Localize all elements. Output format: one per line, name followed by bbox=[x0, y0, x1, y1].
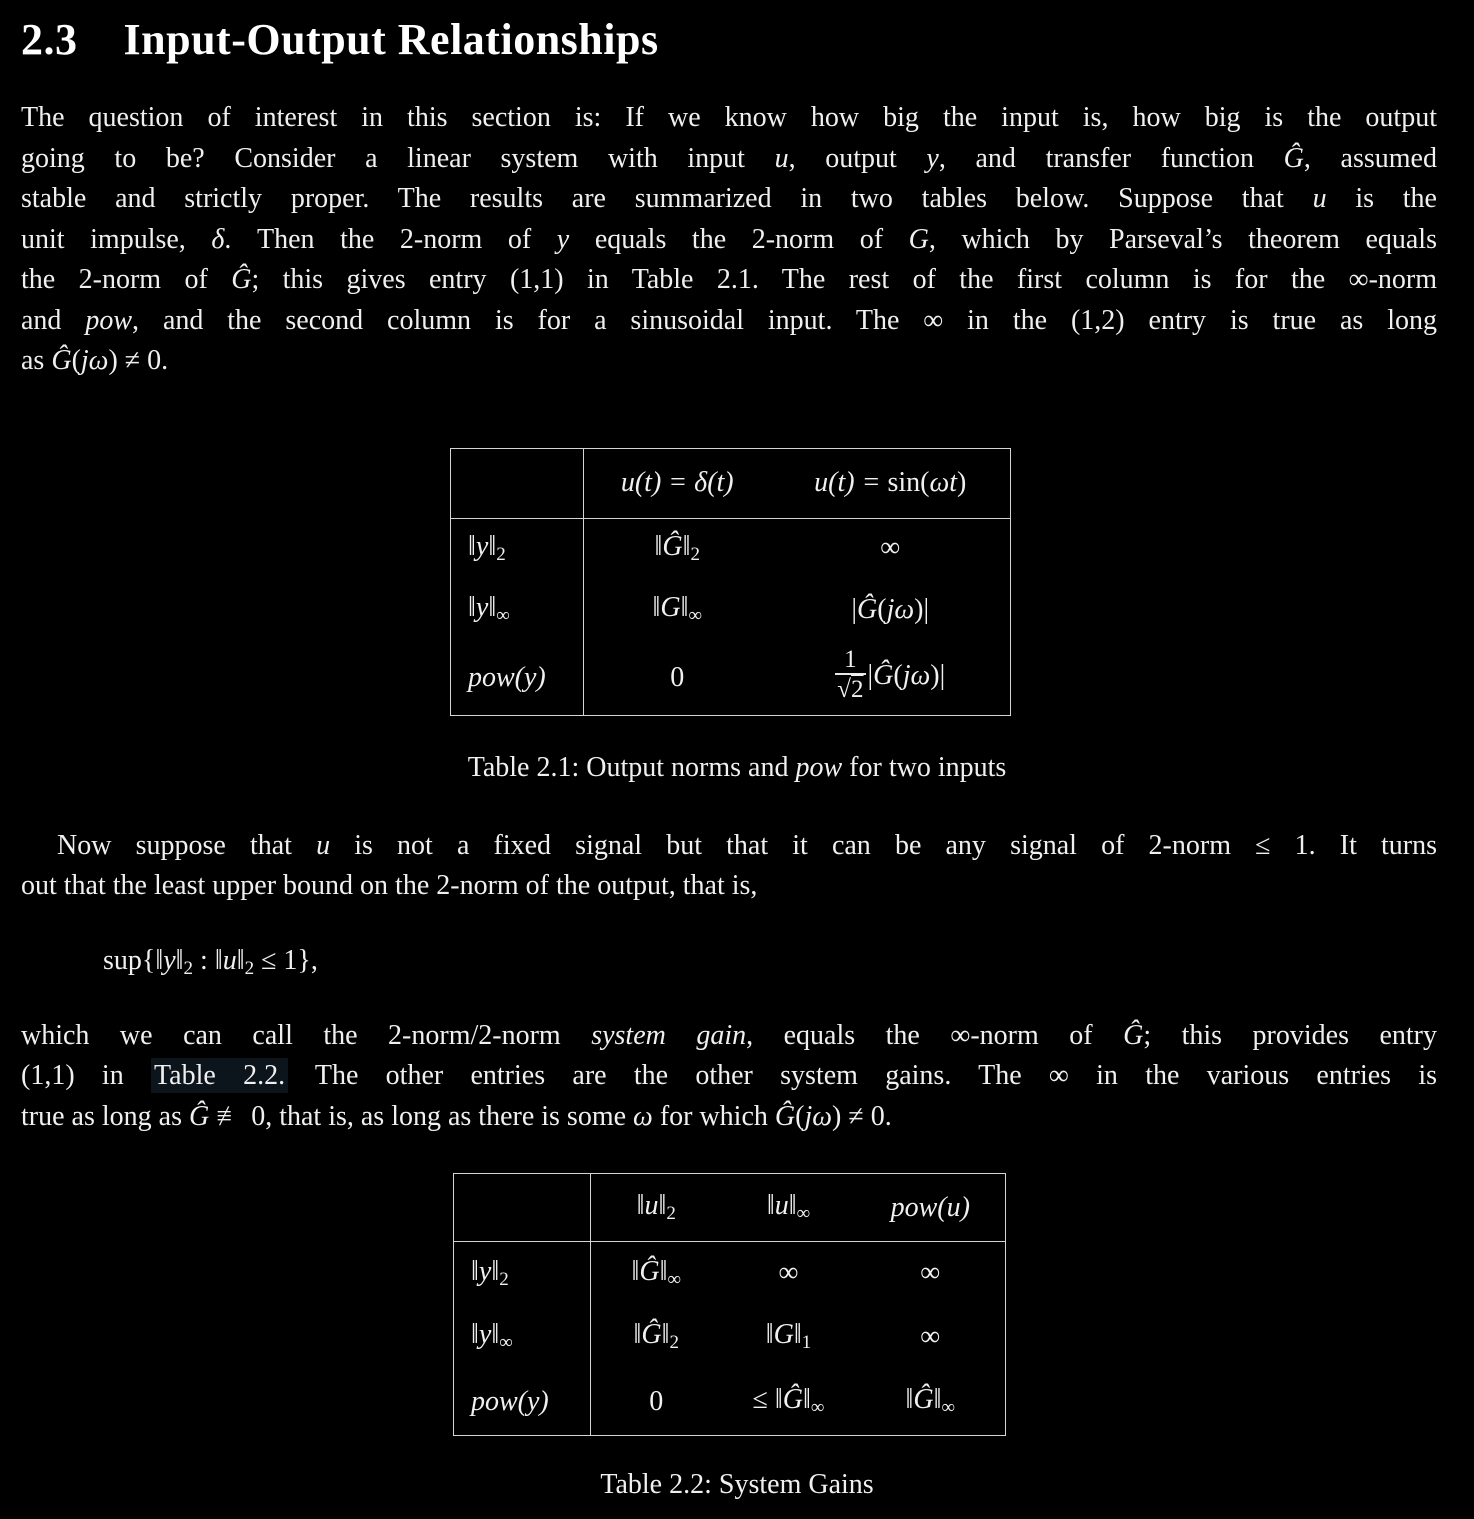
text-segment: ( bbox=[877, 593, 887, 625]
text-segment: y bbox=[163, 944, 176, 976]
text-line bbox=[21, 98, 1437, 139]
text-segment: G bbox=[660, 592, 681, 623]
text-segment: 2 bbox=[183, 957, 194, 979]
text-segment: Ĝ bbox=[913, 1384, 934, 1416]
text-segment: ‖ bbox=[905, 1384, 914, 1416]
text-segment: ‖ bbox=[491, 1255, 500, 1287]
text-segment: sin( bbox=[887, 467, 930, 498]
table-cell bbox=[856, 1369, 1006, 1436]
text-segment: ‖ bbox=[803, 1384, 811, 1416]
table-2-1-caption bbox=[0, 752, 1474, 784]
text-segment: for two inputs bbox=[842, 751, 1007, 783]
text-segment: ‖ bbox=[788, 1190, 797, 1221]
text-segment: 0 bbox=[670, 661, 685, 693]
text-segment: ) ≠ 0. bbox=[832, 1100, 892, 1132]
text-segment: Ĝ bbox=[1123, 1019, 1144, 1051]
text-segment: ‖ bbox=[471, 1319, 479, 1350]
column-header bbox=[722, 1174, 856, 1242]
text-segment: which we can call the 2-norm/2-norm bbox=[21, 1019, 592, 1051]
text-segment: ‖ bbox=[236, 944, 245, 976]
section-heading bbox=[0, 0, 1474, 64]
text-segment: ‖ bbox=[468, 592, 476, 623]
text-segment: unit impulse, bbox=[21, 223, 212, 255]
column-header bbox=[584, 448, 771, 518]
text-segment: y bbox=[475, 530, 489, 562]
text-segment: , which by Parseval’s theorem equals bbox=[928, 223, 1437, 255]
table-corner-cell bbox=[454, 1174, 591, 1242]
text-segment: ∞ bbox=[667, 1268, 682, 1290]
column-header bbox=[856, 1174, 1006, 1242]
text-segment: Ĝ bbox=[873, 660, 894, 692]
text-segment: ‖ bbox=[793, 1319, 802, 1350]
text-segment: u bbox=[774, 1190, 789, 1221]
text-segment: ‖ bbox=[661, 1319, 670, 1350]
text-segment: 2 bbox=[496, 543, 506, 565]
table-cell bbox=[722, 1242, 856, 1305]
text-segment: )| bbox=[914, 593, 930, 625]
text-segment: jω bbox=[804, 1100, 833, 1132]
text-segment: ‖ bbox=[654, 530, 663, 562]
table-cell bbox=[584, 518, 771, 578]
text-segment: Ĝ bbox=[1283, 142, 1304, 174]
text-segment: ) bbox=[957, 467, 967, 498]
text-line bbox=[21, 1016, 1437, 1057]
table-2-2-figure bbox=[0, 1173, 1474, 1436]
paragraph-now-suppose bbox=[0, 826, 1474, 907]
text-segment: ( bbox=[71, 345, 81, 376]
text-segment: , and the second column is for a sinusoidal input. The ∞ in the (1,2) entry is true as long bbox=[132, 304, 1437, 336]
text-segment: and bbox=[21, 304, 86, 336]
text-segment: | bbox=[867, 660, 874, 692]
row-label bbox=[454, 1305, 591, 1369]
text-segment: going to be? Consider a linear system with input bbox=[21, 142, 775, 174]
text-segment: Ĝ bbox=[857, 593, 878, 625]
table-cell bbox=[591, 1369, 722, 1436]
text-segment: ∞ bbox=[810, 1397, 825, 1419]
text-line bbox=[21, 260, 1437, 301]
text-segment: ‖ bbox=[766, 1190, 775, 1221]
table-cell bbox=[771, 578, 1011, 641]
text-segment: ‖ bbox=[636, 1190, 645, 1221]
text-segment: Ĝ bbox=[782, 1384, 804, 1416]
text-segment: Ĝ bbox=[188, 1100, 210, 1132]
text-segment: ‖ bbox=[468, 530, 476, 562]
text-segment: ωt bbox=[929, 467, 958, 498]
text-segment: ∞ bbox=[941, 1397, 956, 1419]
row-label bbox=[454, 1242, 591, 1305]
text-segment: out that the least upper bound on the 2-norm of the output, that is, bbox=[21, 870, 758, 901]
text-segment: (1,1) in bbox=[21, 1060, 151, 1091]
text-line bbox=[21, 301, 1437, 342]
text-segment: ‖ bbox=[214, 944, 223, 976]
table-cell bbox=[856, 1242, 1006, 1305]
text-segment: ‖ bbox=[491, 1319, 500, 1350]
section-number: 2.3 bbox=[21, 15, 78, 64]
text-segment: | bbox=[851, 593, 858, 625]
text-segment: is the bbox=[1326, 183, 1437, 214]
table-row bbox=[451, 578, 1011, 641]
table-2-1-figure bbox=[0, 448, 1474, 716]
text-segment: 2 bbox=[669, 1332, 679, 1353]
paragraph-system-gain bbox=[0, 1016, 1474, 1138]
text-segment: The other entries are the other system gains. The ∞ in the various entries is bbox=[288, 1060, 1437, 1091]
text-segment: ∞ bbox=[920, 1320, 941, 1352]
table-2-2-caption bbox=[0, 1469, 1474, 1501]
text-line bbox=[21, 1056, 1437, 1097]
row-label bbox=[451, 578, 584, 641]
text-segment: : bbox=[193, 944, 215, 976]
table-2-1 bbox=[450, 448, 1011, 716]
text-segment: u bbox=[1312, 183, 1327, 214]
table-corner-cell bbox=[451, 448, 584, 518]
fraction: $\frac{1}{√2}$ bbox=[837, 646, 864, 704]
text-segment: ≢ 0, that is, as long as there is some bbox=[209, 1100, 634, 1132]
text-segment: y bbox=[475, 592, 489, 623]
text-segment: 0 bbox=[649, 1385, 664, 1417]
text-segment: ‖ bbox=[658, 1190, 667, 1221]
text-line bbox=[21, 826, 1437, 867]
text-segment: jω bbox=[80, 345, 109, 376]
text-segment: Ĝ bbox=[774, 1100, 796, 1132]
sup-equation bbox=[0, 941, 1474, 989]
table-row bbox=[451, 641, 1011, 715]
text-segment: 2 bbox=[666, 1203, 676, 1224]
text-segment: , assumed bbox=[1303, 142, 1437, 174]
text-segment: stable and strictly proper. The results are summarized in two tables below. Suppose that bbox=[21, 183, 1313, 214]
text-segment: y bbox=[478, 1319, 492, 1350]
text-segment: y bbox=[556, 223, 570, 255]
column-header bbox=[771, 448, 1011, 518]
table-cell bbox=[722, 1305, 856, 1369]
text-segment: ; this provides entry bbox=[1143, 1019, 1438, 1051]
text-segment: ‖ bbox=[765, 1319, 774, 1350]
text-segment: u bbox=[316, 829, 331, 861]
table-row bbox=[454, 1305, 1006, 1369]
table-cell bbox=[584, 641, 771, 715]
text-segment: jω bbox=[886, 593, 915, 625]
text-segment: ∞ bbox=[796, 1203, 811, 1224]
text-segment: ( bbox=[893, 660, 903, 692]
text-segment: ; this gives entry (1,1) in Table 2.1. The rest of the first column is for the ∞-norm bbox=[251, 264, 1437, 295]
text-segment: G bbox=[773, 1319, 794, 1350]
row-label bbox=[451, 518, 584, 578]
text-segment: pow(y) bbox=[471, 1385, 549, 1417]
text-segment: for which bbox=[652, 1100, 775, 1132]
text-segment: Ĝ bbox=[639, 1255, 660, 1287]
text-segment: 1 bbox=[801, 1332, 812, 1353]
text-segment: ( bbox=[795, 1100, 805, 1132]
text-segment: )| bbox=[930, 660, 946, 692]
text-segment: 2 bbox=[499, 1268, 509, 1290]
column-header bbox=[591, 1174, 722, 1242]
table-row bbox=[451, 518, 1011, 578]
text-segment: u(t) = δ(t) bbox=[620, 467, 734, 498]
text-line bbox=[21, 179, 1437, 220]
section-title: Input-Output Relationships bbox=[123, 15, 659, 64]
text-segment: ‖ bbox=[682, 530, 691, 562]
text-segment: sup{ bbox=[103, 944, 156, 976]
text-segment: pow(y) bbox=[468, 661, 546, 693]
table-cell bbox=[722, 1369, 856, 1436]
table-row bbox=[454, 1369, 1006, 1436]
text-segment: Table 2.2: System Gains bbox=[600, 1469, 874, 1500]
table-cell bbox=[771, 518, 1011, 578]
text-segment: The question of interest in this section is: If we know how big the input is, how big is the output bbox=[21, 102, 1437, 133]
text-segment: ‖ bbox=[680, 592, 689, 623]
text-segment: jω bbox=[902, 660, 931, 692]
text-segment: true as long as bbox=[21, 1100, 189, 1132]
text-segment: pow(u) bbox=[890, 1191, 970, 1223]
text-segment: is not a fixed signal but that it can be any signal of 2-norm ≤ 1. It turns bbox=[330, 829, 1438, 861]
text-segment: ‖ bbox=[633, 1319, 642, 1350]
row-label bbox=[451, 641, 584, 715]
text-segment: u(t) = bbox=[814, 467, 888, 498]
text-segment: pow bbox=[85, 304, 133, 336]
text-segment: ‖ bbox=[933, 1384, 942, 1416]
text-segment: Ĝ bbox=[231, 264, 252, 295]
text-line bbox=[21, 220, 1437, 261]
table-cell bbox=[856, 1305, 1006, 1369]
text-segment: u bbox=[222, 944, 237, 976]
text-segment: ‖ bbox=[488, 530, 497, 562]
text-segment: ‖ bbox=[471, 1255, 479, 1287]
table-cell bbox=[591, 1242, 722, 1305]
text-segment: y bbox=[478, 1255, 492, 1287]
text-segment: . Then the 2-norm of bbox=[224, 223, 557, 255]
text-segment: , output bbox=[788, 142, 927, 174]
text-segment: Ĝ bbox=[641, 1319, 662, 1350]
text-segment: ‖ bbox=[155, 944, 164, 976]
text-segment: 2 bbox=[244, 957, 255, 979]
text-segment: as bbox=[21, 345, 52, 376]
text-segment: Now suppose that bbox=[57, 829, 317, 861]
row-label bbox=[454, 1369, 591, 1436]
text-segment: ≤ ‖ bbox=[752, 1384, 783, 1416]
text-segment: ‖ bbox=[631, 1255, 640, 1287]
text-segment: 2 bbox=[690, 543, 700, 565]
text-segment: Table 2.1: Output norms and bbox=[467, 751, 796, 783]
text-segment: ) ≠ 0. bbox=[108, 345, 169, 376]
text-segment: Ĝ bbox=[662, 530, 683, 562]
text-line bbox=[21, 866, 1437, 907]
text-segment: ‖ bbox=[488, 592, 497, 623]
text-segment: , equals the ∞-norm of bbox=[746, 1019, 1124, 1051]
text-segment: G bbox=[908, 223, 929, 255]
text-segment: u bbox=[774, 142, 789, 174]
text-line bbox=[21, 139, 1437, 180]
table-cell bbox=[771, 641, 1011, 715]
text-segment: system gain bbox=[591, 1019, 747, 1051]
text-segment: y bbox=[926, 142, 939, 174]
text-segment: ω bbox=[633, 1100, 653, 1132]
text-segment: the 2-norm of bbox=[21, 264, 232, 295]
text-segment: ∞ bbox=[496, 605, 510, 626]
text-segment: equals the 2-norm of bbox=[569, 223, 909, 255]
text-segment: pow bbox=[795, 751, 843, 783]
text-segment: ≤ 1}, bbox=[254, 944, 318, 976]
table-2-2-link[interactable]: Table 2.2. bbox=[151, 1058, 288, 1093]
text-segment: ∞ bbox=[688, 605, 703, 626]
paragraph-intro bbox=[0, 98, 1474, 382]
text-line bbox=[21, 341, 1437, 382]
text-segment: ‖ bbox=[652, 592, 661, 623]
text-line bbox=[21, 1097, 1437, 1138]
text-segment: ∞ bbox=[499, 1332, 513, 1353]
text-segment: ∞ bbox=[880, 532, 901, 564]
text-segment: ∞ bbox=[920, 1257, 941, 1289]
table-2-2 bbox=[453, 1173, 1006, 1436]
table-cell bbox=[591, 1305, 722, 1369]
text-segment: ‖ bbox=[175, 944, 184, 976]
text-segment: , and transfer function bbox=[938, 142, 1284, 174]
text-segment: u bbox=[644, 1190, 659, 1221]
table-row bbox=[454, 1242, 1006, 1305]
text-segment: ∞ bbox=[778, 1257, 799, 1289]
text-segment: δ bbox=[211, 223, 225, 255]
text-segment: ‖ bbox=[659, 1255, 668, 1287]
text-segment: Ĝ bbox=[51, 345, 72, 376]
table-cell bbox=[584, 578, 771, 641]
